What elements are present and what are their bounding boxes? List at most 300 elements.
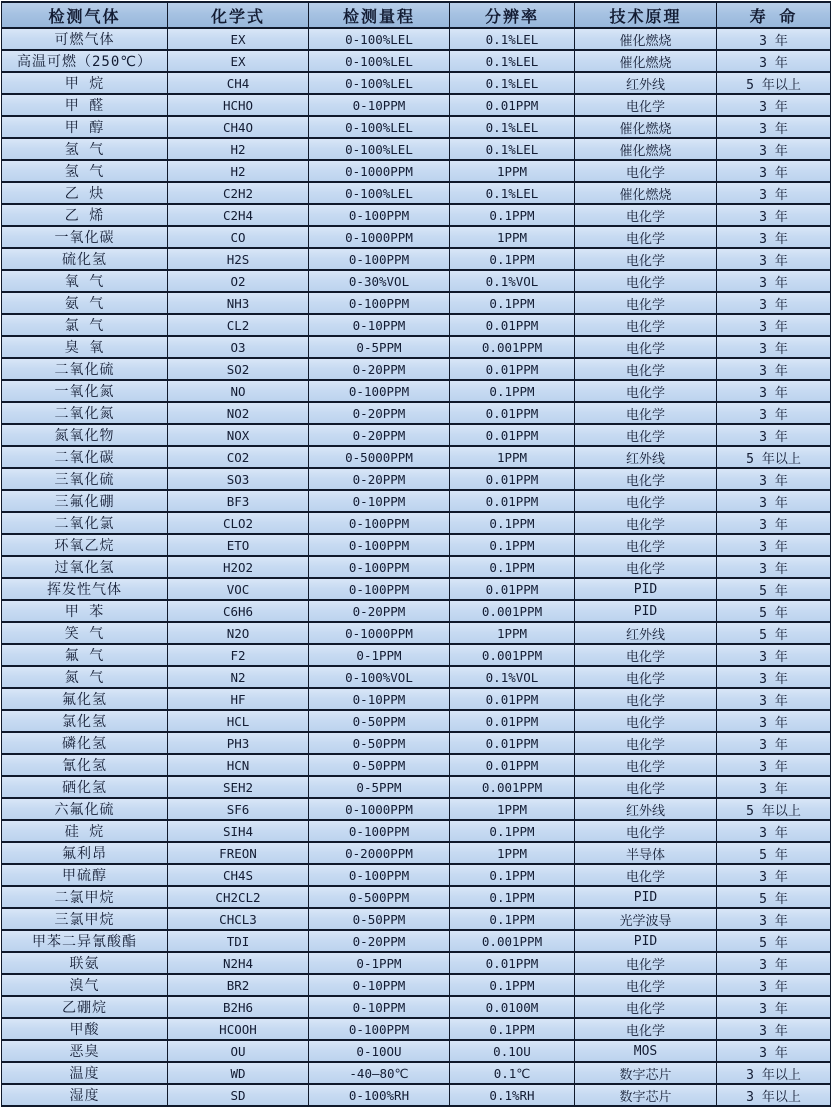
cell-principle: 电化学 xyxy=(575,952,717,974)
cell-gas: 氰化氢 xyxy=(2,754,168,776)
cell-formula: SEH2 xyxy=(168,776,309,798)
cell-formula: CO2 xyxy=(168,446,309,468)
cell-principle: 电化学 xyxy=(575,512,717,534)
cell-range: 0-100PPM xyxy=(309,534,450,556)
cell-resolution: 0.1%LEL xyxy=(450,50,575,72)
cell-resolution: 0.1%LEL xyxy=(450,138,575,160)
table-row xyxy=(2,248,831,270)
cell-resolution: 1PPM xyxy=(450,798,575,820)
cell-resolution: 0.001PPM xyxy=(450,336,575,358)
cell-lifespan: 3 年 xyxy=(717,688,831,710)
cell-range: 0-100PPM xyxy=(309,380,450,402)
cell-range: 0-20PPM xyxy=(309,600,450,622)
cell-principle: 电化学 xyxy=(575,1018,717,1040)
cell-principle: 电化学 xyxy=(575,490,717,512)
cell-formula: N2 xyxy=(168,666,309,688)
table-row xyxy=(2,886,831,908)
cell-range: 0-20PPM xyxy=(309,424,450,446)
cell-lifespan: 3 年 xyxy=(717,138,831,160)
table-row xyxy=(2,1062,831,1084)
cell-lifespan: 3 年 xyxy=(717,534,831,556)
cell-formula: CHCL3 xyxy=(168,908,309,930)
cell-formula: TDI xyxy=(168,930,309,952)
cell-range: 0-100PPM xyxy=(309,204,450,226)
cell-resolution: 0.1PPM xyxy=(450,248,575,270)
cell-range: 0-20PPM xyxy=(309,468,450,490)
cell-range: 0-100PPM xyxy=(309,1018,450,1040)
cell-resolution: 0.1PPM xyxy=(450,204,575,226)
cell-range: 0-50PPM xyxy=(309,710,450,732)
cell-formula: BR2 xyxy=(168,974,309,996)
cell-gas: 二氯甲烷 xyxy=(2,886,168,908)
cell-formula: H2 xyxy=(168,160,309,182)
cell-range: 0-1000PPM xyxy=(309,226,450,248)
cell-range: -40—80℃ xyxy=(309,1062,450,1084)
cell-lifespan: 3 年 xyxy=(717,1018,831,1040)
cell-gas: 二氧化硫 xyxy=(2,358,168,380)
cell-gas: 甲硫醇 xyxy=(2,864,168,886)
cell-lifespan: 5 年以上 xyxy=(717,72,831,94)
table-row xyxy=(2,666,831,688)
cell-range: 0-1000PPM xyxy=(309,160,450,182)
cell-resolution: 0.1PPM xyxy=(450,886,575,908)
cell-gas: 氧 气 xyxy=(2,270,168,292)
table-row xyxy=(2,402,831,424)
cell-gas: 二氧化氯 xyxy=(2,512,168,534)
cell-resolution: 0.01PPM xyxy=(450,754,575,776)
table-row xyxy=(2,512,831,534)
cell-range: 0-20PPM xyxy=(309,358,450,380)
cell-gas: 二氧化碳 xyxy=(2,446,168,468)
cell-range: 0-10PPM xyxy=(309,688,450,710)
table-row xyxy=(2,468,831,490)
cell-lifespan: 3 年 xyxy=(717,732,831,754)
cell-resolution: 0.001PPM xyxy=(450,776,575,798)
cell-resolution: 0.01PPM xyxy=(450,688,575,710)
cell-lifespan: 3 年 xyxy=(717,908,831,930)
cell-lifespan: 3 年 xyxy=(717,754,831,776)
header-row xyxy=(2,2,831,28)
cell-formula: H2S xyxy=(168,248,309,270)
table-row xyxy=(2,798,831,820)
table-row xyxy=(2,358,831,380)
cell-gas: 氟利昂 xyxy=(2,842,168,864)
cell-resolution: 0.01PPM xyxy=(450,490,575,512)
cell-resolution: 0.1℃ xyxy=(450,1062,575,1084)
cell-lifespan: 3 年 xyxy=(717,710,831,732)
cell-principle: 电化学 xyxy=(575,754,717,776)
cell-resolution: 0.1PPM xyxy=(450,908,575,930)
cell-gas: 氯 气 xyxy=(2,314,168,336)
cell-formula: SIH4 xyxy=(168,820,309,842)
cell-range: 0-10PPM xyxy=(309,314,450,336)
cell-lifespan: 5 年 xyxy=(717,886,831,908)
cell-resolution: 0.01PPM xyxy=(450,94,575,116)
cell-gas: 甲酸 xyxy=(2,1018,168,1040)
cell-gas: 硅 烷 xyxy=(2,820,168,842)
cell-range: 0-10OU xyxy=(309,1040,450,1062)
cell-resolution: 0.001PPM xyxy=(450,930,575,952)
cell-lifespan: 3 年 xyxy=(717,248,831,270)
table-row xyxy=(2,336,831,358)
cell-formula: C6H6 xyxy=(168,600,309,622)
cell-range: 0-100PPM xyxy=(309,248,450,270)
cell-principle: 电化学 xyxy=(575,94,717,116)
cell-formula: F2 xyxy=(168,644,309,666)
table-row xyxy=(2,578,831,600)
cell-formula: HCHO xyxy=(168,94,309,116)
cell-range: 0-1000PPM xyxy=(309,622,450,644)
cell-lifespan: 5 年以上 xyxy=(717,446,831,468)
table-row xyxy=(2,380,831,402)
cell-lifespan: 3 年 xyxy=(717,358,831,380)
cell-resolution: 0.1%VOL xyxy=(450,270,575,292)
cell-formula: WD xyxy=(168,1062,309,1084)
table-row xyxy=(2,270,831,292)
cell-formula: CH4O xyxy=(168,116,309,138)
cell-formula: OU xyxy=(168,1040,309,1062)
cell-formula: NO2 xyxy=(168,402,309,424)
table-row xyxy=(2,1040,831,1062)
cell-range: 0-100%RH xyxy=(309,1084,450,1106)
cell-gas: 二氧化氮 xyxy=(2,402,168,424)
cell-range: 0-10PPM xyxy=(309,490,450,512)
cell-formula: HCN xyxy=(168,754,309,776)
cell-formula: CH4S xyxy=(168,864,309,886)
cell-formula: CLO2 xyxy=(168,512,309,534)
cell-gas: 笑 气 xyxy=(2,622,168,644)
table-row xyxy=(2,138,831,160)
cell-lifespan: 3 年 xyxy=(717,490,831,512)
cell-principle: 半导体 xyxy=(575,842,717,864)
cell-lifespan: 3 年 xyxy=(717,292,831,314)
cell-gas: 一氧化碳 xyxy=(2,226,168,248)
cell-formula: O3 xyxy=(168,336,309,358)
cell-principle: 红外线 xyxy=(575,446,717,468)
cell-gas: 高温可燃（250℃） xyxy=(2,50,168,72)
cell-lifespan: 3 年 xyxy=(717,512,831,534)
cell-gas: 氟化氢 xyxy=(2,688,168,710)
cell-principle: 电化学 xyxy=(575,468,717,490)
cell-lifespan: 3 年 xyxy=(717,424,831,446)
cell-principle: 电化学 xyxy=(575,666,717,688)
cell-resolution: 0.01PPM xyxy=(450,710,575,732)
gas-spec-table xyxy=(1,1,831,1107)
cell-lifespan: 5 年 xyxy=(717,600,831,622)
cell-gas: 温度 xyxy=(2,1062,168,1084)
table-row xyxy=(2,1018,831,1040)
table-row xyxy=(2,182,831,204)
cell-gas: 甲苯二异氰酸酯 xyxy=(2,930,168,952)
cell-gas: 挥发性气体 xyxy=(2,578,168,600)
cell-range: 0-100PPM xyxy=(309,864,450,886)
cell-principle: 电化学 xyxy=(575,358,717,380)
cell-principle: 电化学 xyxy=(575,864,717,886)
cell-range: 0-100%LEL xyxy=(309,28,450,50)
cell-principle: 电化学 xyxy=(575,556,717,578)
cell-resolution: 0.1PPM xyxy=(450,864,575,886)
cell-range: 0-100PPM xyxy=(309,820,450,842)
cell-resolution: 0.1%LEL xyxy=(450,28,575,50)
cell-formula: NOX xyxy=(168,424,309,446)
cell-lifespan: 3 年 xyxy=(717,314,831,336)
cell-formula: VOC xyxy=(168,578,309,600)
cell-resolution: 0.1OU xyxy=(450,1040,575,1062)
cell-principle: PID xyxy=(575,578,717,600)
cell-lifespan: 3 年 xyxy=(717,776,831,798)
cell-formula: CO xyxy=(168,226,309,248)
table-row xyxy=(2,732,831,754)
cell-lifespan: 3 年 xyxy=(717,204,831,226)
cell-range: 0-30%VOL xyxy=(309,270,450,292)
cell-lifespan: 3 年 xyxy=(717,270,831,292)
cell-formula: EX xyxy=(168,28,309,50)
cell-lifespan: 5 年以上 xyxy=(717,798,831,820)
cell-range: 0-10PPM xyxy=(309,94,450,116)
cell-gas: 过氧化氢 xyxy=(2,556,168,578)
cell-formula: CH2CL2 xyxy=(168,886,309,908)
cell-resolution: 1PPM xyxy=(450,842,575,864)
cell-principle: 数字芯片 xyxy=(575,1084,717,1106)
column-header-principle: 技术原理 xyxy=(575,2,717,28)
cell-lifespan: 5 年 xyxy=(717,622,831,644)
cell-principle: 电化学 xyxy=(575,732,717,754)
cell-formula: C2H4 xyxy=(168,204,309,226)
cell-formula: NH3 xyxy=(168,292,309,314)
cell-resolution: 0.1%RH xyxy=(450,1084,575,1106)
cell-principle: 电化学 xyxy=(575,336,717,358)
cell-lifespan: 3 年 xyxy=(717,1040,831,1062)
cell-range: 0-100%VOL xyxy=(309,666,450,688)
cell-gas: 乙 烯 xyxy=(2,204,168,226)
cell-range: 0-100PPM xyxy=(309,292,450,314)
cell-lifespan: 3 年 xyxy=(717,336,831,358)
cell-principle: 催化燃烧 xyxy=(575,138,717,160)
cell-gas: 三氯甲烷 xyxy=(2,908,168,930)
cell-range: 0-50PPM xyxy=(309,908,450,930)
table-row xyxy=(2,754,831,776)
cell-lifespan: 3 年 xyxy=(717,402,831,424)
cell-resolution: 0.1PPM xyxy=(450,820,575,842)
cell-formula: N2O xyxy=(168,622,309,644)
cell-resolution: 0.1%LEL xyxy=(450,72,575,94)
table-row xyxy=(2,72,831,94)
cell-lifespan: 3 年 xyxy=(717,468,831,490)
cell-resolution: 0.1PPM xyxy=(450,534,575,556)
cell-gas: 硫化氢 xyxy=(2,248,168,270)
cell-gas: 可燃气体 xyxy=(2,28,168,50)
column-header-resolution: 分辨率 xyxy=(450,2,575,28)
table-row xyxy=(2,996,831,1018)
cell-principle: 电化学 xyxy=(575,688,717,710)
table-row xyxy=(2,710,831,732)
cell-principle: 电化学 xyxy=(575,424,717,446)
cell-principle: 电化学 xyxy=(575,402,717,424)
cell-range: 0-50PPM xyxy=(309,732,450,754)
cell-gas: 一氧化氮 xyxy=(2,380,168,402)
cell-gas: 氯化氢 xyxy=(2,710,168,732)
cell-gas: 联氨 xyxy=(2,952,168,974)
table-row xyxy=(2,644,831,666)
cell-gas: 乙硼烷 xyxy=(2,996,168,1018)
cell-range: 0-1PPM xyxy=(309,952,450,974)
cell-resolution: 0.1PPM xyxy=(450,556,575,578)
table-row xyxy=(2,424,831,446)
cell-formula: C2H2 xyxy=(168,182,309,204)
cell-formula: EX xyxy=(168,50,309,72)
cell-range: 0-1000PPM xyxy=(309,798,450,820)
cell-lifespan: 3 年 xyxy=(717,820,831,842)
cell-range: 0-5000PPM xyxy=(309,446,450,468)
cell-formula: CL2 xyxy=(168,314,309,336)
cell-gas: 甲 烷 xyxy=(2,72,168,94)
cell-formula: PH3 xyxy=(168,732,309,754)
cell-formula: SF6 xyxy=(168,798,309,820)
table-row xyxy=(2,974,831,996)
cell-formula: SO3 xyxy=(168,468,309,490)
cell-gas: 臭 氧 xyxy=(2,336,168,358)
cell-lifespan: 3 年 xyxy=(717,996,831,1018)
table-row xyxy=(2,930,831,952)
cell-principle: 电化学 xyxy=(575,314,717,336)
cell-principle: 红外线 xyxy=(575,622,717,644)
cell-range: 0-100PPM xyxy=(309,578,450,600)
cell-gas: 氢 气 xyxy=(2,160,168,182)
table-row xyxy=(2,952,831,974)
cell-resolution: 0.01PPM xyxy=(450,732,575,754)
cell-resolution: 0.1%LEL xyxy=(450,116,575,138)
table-row xyxy=(2,314,831,336)
cell-range: 0-100%LEL xyxy=(309,72,450,94)
column-header-formula: 化学式 xyxy=(168,2,309,28)
table-row xyxy=(2,50,831,72)
table-row xyxy=(2,908,831,930)
cell-gas: 六氟化硫 xyxy=(2,798,168,820)
cell-lifespan: 3 年 xyxy=(717,666,831,688)
cell-gas: 甲 苯 xyxy=(2,600,168,622)
cell-principle: 催化燃烧 xyxy=(575,50,717,72)
column-header-lifespan: 寿 命 xyxy=(717,2,831,28)
cell-range: 0-50PPM xyxy=(309,754,450,776)
cell-principle: 电化学 xyxy=(575,644,717,666)
cell-range: 0-100PPM xyxy=(309,556,450,578)
cell-principle: 电化学 xyxy=(575,248,717,270)
cell-principle: 电化学 xyxy=(575,710,717,732)
cell-resolution: 0.1%VOL xyxy=(450,666,575,688)
cell-range: 0-10PPM xyxy=(309,996,450,1018)
cell-resolution: 0.1PPM xyxy=(450,292,575,314)
cell-formula: HF xyxy=(168,688,309,710)
cell-formula: B2H6 xyxy=(168,996,309,1018)
column-header-range: 检测量程 xyxy=(309,2,450,28)
table-row xyxy=(2,226,831,248)
cell-lifespan: 3 年 xyxy=(717,182,831,204)
cell-gas: 甲 醇 xyxy=(2,116,168,138)
cell-principle: 电化学 xyxy=(575,996,717,1018)
cell-range: 0-1PPM xyxy=(309,644,450,666)
cell-principle: 光学波导 xyxy=(575,908,717,930)
cell-formula: ETO xyxy=(168,534,309,556)
cell-principle: 红外线 xyxy=(575,72,717,94)
cell-principle: 催化燃烧 xyxy=(575,116,717,138)
cell-gas: 恶臭 xyxy=(2,1040,168,1062)
cell-principle: 催化燃烧 xyxy=(575,182,717,204)
column-header-gas: 检测气体 xyxy=(2,2,168,28)
cell-lifespan: 3 年 xyxy=(717,974,831,996)
cell-formula: HCL xyxy=(168,710,309,732)
table-row xyxy=(2,204,831,226)
cell-principle: 电化学 xyxy=(575,820,717,842)
cell-resolution: 0.001PPM xyxy=(450,644,575,666)
table-body xyxy=(2,28,831,1106)
cell-principle: 电化学 xyxy=(575,270,717,292)
cell-range: 0-100%LEL xyxy=(309,116,450,138)
cell-resolution: 0.1PPM xyxy=(450,380,575,402)
cell-gas: 磷化氢 xyxy=(2,732,168,754)
cell-range: 0-100PPM xyxy=(309,512,450,534)
cell-range: 0-100%LEL xyxy=(309,182,450,204)
cell-formula: SD xyxy=(168,1084,309,1106)
cell-resolution: 0.0100M xyxy=(450,996,575,1018)
cell-principle: PID xyxy=(575,930,717,952)
cell-resolution: 0.01PPM xyxy=(450,952,575,974)
cell-range: 0-5PPM xyxy=(309,336,450,358)
cell-resolution: 0.01PPM xyxy=(450,424,575,446)
cell-gas: 三氟化硼 xyxy=(2,490,168,512)
cell-lifespan: 3 年 xyxy=(717,556,831,578)
cell-principle: 数字芯片 xyxy=(575,1062,717,1084)
cell-gas: 氮氧化物 xyxy=(2,424,168,446)
cell-range: 0-10PPM xyxy=(309,974,450,996)
cell-gas: 氢 气 xyxy=(2,138,168,160)
cell-principle: 电化学 xyxy=(575,226,717,248)
table-row xyxy=(2,116,831,138)
cell-principle: 电化学 xyxy=(575,974,717,996)
table-row xyxy=(2,94,831,116)
table-row xyxy=(2,776,831,798)
table-row xyxy=(2,1084,831,1106)
cell-formula: O2 xyxy=(168,270,309,292)
cell-lifespan: 3 年 xyxy=(717,50,831,72)
cell-resolution: 0.01PPM xyxy=(450,578,575,600)
cell-formula: H2O2 xyxy=(168,556,309,578)
cell-range: 0-5PPM xyxy=(309,776,450,798)
table-row xyxy=(2,292,831,314)
cell-formula: NO xyxy=(168,380,309,402)
cell-resolution: 0.1%LEL xyxy=(450,182,575,204)
cell-range: 0-20PPM xyxy=(309,402,450,424)
cell-formula: BF3 xyxy=(168,490,309,512)
cell-range: 0-20PPM xyxy=(309,930,450,952)
cell-formula: HCOOH xyxy=(168,1018,309,1040)
cell-resolution: 0.01PPM xyxy=(450,314,575,336)
cell-lifespan: 3 年 xyxy=(717,226,831,248)
cell-principle: 电化学 xyxy=(575,292,717,314)
cell-lifespan: 3 年 xyxy=(717,380,831,402)
cell-principle: 电化学 xyxy=(575,204,717,226)
cell-lifespan: 5 年 xyxy=(717,930,831,952)
cell-principle: 电化学 xyxy=(575,380,717,402)
cell-formula: FREON xyxy=(168,842,309,864)
table-row xyxy=(2,490,831,512)
table-row xyxy=(2,688,831,710)
cell-formula: CH4 xyxy=(168,72,309,94)
cell-resolution: 0.1PPM xyxy=(450,512,575,534)
cell-gas: 氟 气 xyxy=(2,644,168,666)
cell-lifespan: 3 年 xyxy=(717,864,831,886)
cell-resolution: 0.001PPM xyxy=(450,600,575,622)
cell-gas: 硒化氢 xyxy=(2,776,168,798)
